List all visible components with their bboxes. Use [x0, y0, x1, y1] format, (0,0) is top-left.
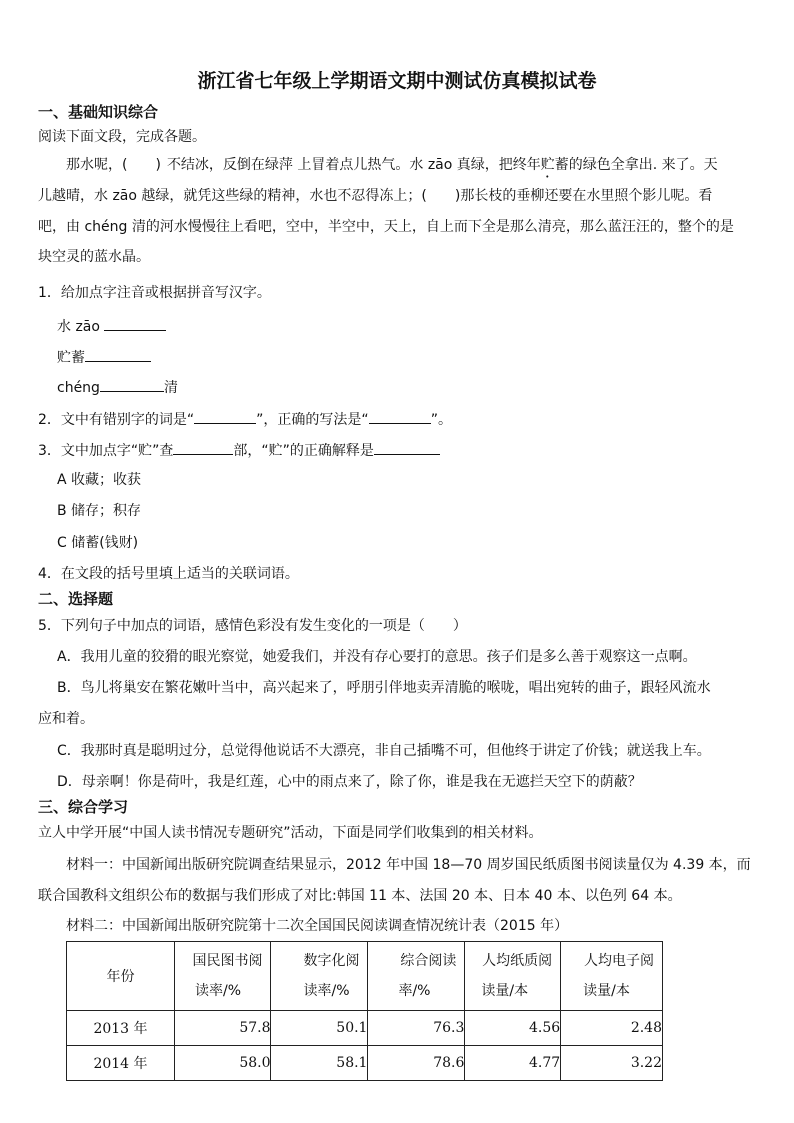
q2-part-3: ”。 — [430, 412, 452, 428]
table-header-cell — [368, 942, 465, 1011]
table-cell: 58.1 — [271, 1046, 368, 1081]
table-cell: 4.56 — [465, 1011, 561, 1046]
section-heading-3: 三、综合学习 — [38, 798, 129, 816]
passage-line-3: 吧，由 chéng 清的河水慢慢往上看吧，空中，半空中，天上，自上而下全是那么清亮，那么蓝汪汪的，整个的是 — [38, 218, 734, 235]
header-line-1: 人均纸质阅 — [482, 953, 553, 969]
header-line-1: 综合阅读 — [400, 953, 457, 969]
q1-b-answer-blank[interactable] — [85, 347, 151, 362]
q2-wrong-word-blank[interactable] — [194, 409, 256, 424]
q5-option-b-line-1: B．鸟儿将巢安在繁花嫩叶当中，高兴起来了，呼朋引伴地卖弄清脆的喉咙，唱出宛转的曲子，跟轻风流水 — [57, 680, 711, 696]
question-5-stem: 5．下列句子中加点的词语，感情色彩没有发生变化的一项是（ ） — [38, 618, 467, 634]
q1-b-label: 贮蓄 — [57, 350, 85, 366]
table-cell: 76.3 — [368, 1011, 465, 1046]
table-row — [67, 1011, 663, 1046]
q5-option-c: C．我那时真是聪明过分，总觉得他说话不大漂亮，非自己插嘴不可，但他终于讲定了价钱；就送我上车。 — [57, 743, 711, 759]
passage-line-1-d: 蓄的绿色全拿出. 来了。天 — [554, 157, 718, 173]
q3-option-a: A 收藏；收获 — [57, 472, 142, 488]
question-1-item-c — [57, 377, 178, 397]
reading-survey-table — [66, 941, 663, 1081]
header-line-1: 数字化阅 — [303, 953, 360, 969]
table-cell: 58.0 — [174, 1046, 271, 1081]
q1-c-suffix: 清 — [163, 380, 178, 396]
material-2-caption: 材料二：中国新闻出版研究院第十二次全国国民阅读调查情况统计表（2015 年） — [66, 918, 569, 934]
question-1-item-b — [57, 347, 151, 367]
q1-a-answer-blank[interactable] — [104, 316, 166, 331]
reading-passage — [38, 150, 762, 273]
table-cell: 4.77 — [465, 1046, 561, 1081]
passage-line-1-a: 那水呢，( — [66, 157, 128, 173]
q3-option-c: C 储蓄(钱财) — [57, 535, 139, 551]
q3-part-2: 部，“贮”的正确解释是 — [233, 443, 374, 459]
q5-option-d: D．母亲啊！你是荷叶，我是红莲，心中的雨点来了，除了你，谁是我在无遮拦天空下的荫蔽？ — [57, 774, 642, 790]
question-1-item-a — [57, 316, 166, 336]
table-cell: 57.8 — [174, 1011, 271, 1046]
q2-correct-word-blank[interactable] — [369, 409, 431, 424]
q1-a-label: 水 zāo — [57, 319, 100, 335]
table-cell: 2.48 — [561, 1011, 663, 1046]
table-cell: 3.22 — [561, 1046, 663, 1081]
section-3-intro: 立人中学开展“中国人读书情况专题研究”活动，下面是同学们收集到的相关材料。 — [38, 825, 543, 841]
dotted-char-zhu: 贮 — [540, 157, 555, 173]
question-4: 4．在文段的括号里填上适当的关联词语。 — [38, 566, 299, 582]
table-header-row — [67, 942, 663, 1011]
header-line-1: 国民图书阅 — [192, 953, 263, 969]
q3-radical-blank[interactable] — [173, 440, 233, 455]
table-row — [67, 1046, 663, 1081]
q5-option-b-line-2: 应和着。 — [38, 711, 94, 727]
table-header-cell — [561, 942, 663, 1011]
table-cell: 50.1 — [271, 1011, 368, 1046]
section-heading-1: 一、基础知识综合 — [38, 103, 159, 121]
question-1-stem: 1．给加点字注音或根据拼音写汉字。 — [38, 285, 271, 301]
header-line-2: 率/% — [398, 983, 431, 999]
q3-meaning-blank[interactable] — [374, 440, 440, 455]
q2-part-2: ”，正确的写法是“ — [256, 412, 369, 428]
header-line-2: 读量/本 — [583, 983, 630, 999]
header-line-1: 人均电子阅 — [584, 953, 654, 969]
table-cell-year: 2014 年 — [67, 1046, 175, 1081]
question-2 — [38, 409, 452, 429]
page-title: 浙江省七年级上学期语文期中测试仿真模拟试卷 — [197, 70, 597, 92]
table-header-cell — [271, 942, 368, 1011]
q3-part-1: 3．文中加点字“贮”查 — [38, 443, 174, 459]
material-1-line-1: 材料一：中国新闻出版研究院调查结果显示，2012 年中国 18—70 周岁国民纸质图书阅读量仅为 4.39 本，而 — [66, 857, 751, 873]
q5-option-a: A．我用儿童的狡猾的眼光察觉，她爱我们，并没有存心要打的意思。孩子们是多么善于观察这一点啊。 — [57, 649, 697, 665]
q1-c-answer-blank[interactable] — [100, 377, 164, 392]
material-1-line-2: 联合国教科文组织公布的数据与我们形成了对比:韩国 11 本、法国 20 本、日本 40 本、以色列 64 本。 — [38, 888, 682, 904]
passage-line-2: 儿越晴，水 zāo 越绿，就凭这些绿的精神，水也不忍得冻上；( )那长枝的垂柳还要在水里照个影儿呢。看 — [38, 188, 713, 204]
q3-option-b: B 储存；积存 — [57, 503, 142, 519]
header-line-2: 读量/本 — [481, 983, 529, 999]
header-line-2: 读率/% — [303, 983, 350, 999]
table-header-cell — [465, 942, 561, 1011]
header-line-2: 读率/% — [194, 983, 242, 999]
table-header-year: 年份 — [67, 942, 175, 1011]
table-cell: 78.6 — [368, 1046, 465, 1081]
q1-c-label: chéng — [57, 380, 100, 396]
section-heading-2: 二、选择题 — [38, 590, 114, 608]
passage-line-1-b: ) — [155, 157, 161, 173]
passage-line-4: 块空灵的蓝水晶。 — [38, 249, 150, 265]
table-header-cell — [174, 942, 271, 1011]
question-3 — [38, 440, 440, 460]
table-cell-year: 2013 年 — [67, 1011, 175, 1046]
section-1-intro: 阅读下面文段，完成各题。 — [38, 129, 206, 145]
passage-line-1-c: 不结冰，反倒在绿萍 上冒着点儿热气。水 zāo 真绿，把终年 — [166, 157, 541, 173]
q2-part-1: 2．文中有错别字的词是“ — [38, 412, 195, 428]
